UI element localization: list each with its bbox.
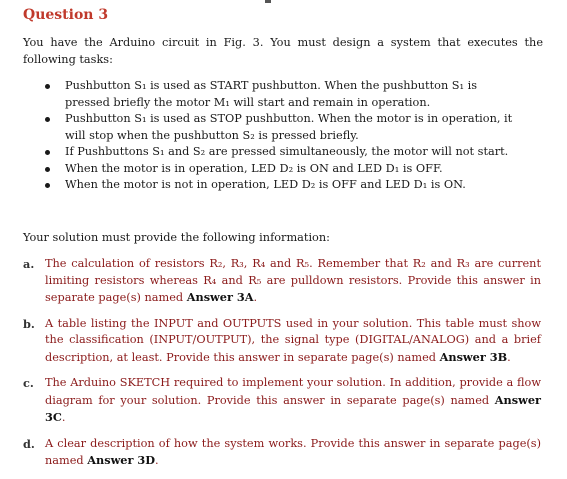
item-text: A table listing the INPUT and OUTPUTS used in your solution. This table must show the classification (INPUT/OUTPUT), the signal type (DIGITAL/ANALOG) and a brief description, at least. Provide this answer in separate page(s) named (45, 316, 541, 364)
answer-label: Answer 3D (87, 453, 156, 467)
item-text: The Arduino SKETCH required to implement your solution. In addition, provide a flow diagram for your solution. Provide this answer in separate page(s) named (45, 376, 541, 407)
answer-label: Answer 3C (45, 392, 541, 424)
item-letter: b. (23, 316, 35, 331)
item-letter: c. (23, 376, 34, 390)
task-item: If Pushbuttons S₁ and S₂ are pressed simultaneously, the motor will not start. (45, 144, 525, 161)
item-end: . (507, 350, 511, 364)
cropped-mark (265, 0, 271, 3)
task-item: Pushbutton S₁ is used as STOP pushbutton. When the motor is in operation, it will stop when the pushbutton S₂ is pressed briefly. (45, 111, 525, 144)
task-item: When the motor is not in operation, LED D₂ is OFF and LED D₁ is ON. (45, 177, 525, 194)
task-item: Pushbutton S₁ is used as START pushbutton. When the pushbutton S₁ is pressed briefly the motor M₁ will start and remain in operation. (45, 78, 525, 111)
answer-label: Answer 3B (439, 349, 508, 364)
item-text: A clear description of how the system works. Provide this answer in separate page(s) named (45, 436, 541, 467)
item-letter: a. (23, 257, 35, 271)
requirement-item-d (23, 436, 541, 470)
intro-paragraph: You have the Arduino circuit in Fig. 3. You must design a system that executes the following tasks: (23, 36, 543, 66)
question-title: Question 3 (23, 7, 109, 23)
item-end: . (61, 411, 66, 424)
task-item: When the motor is in operation, LED D₂ is ON and LED D₁ is OFF. (45, 161, 525, 178)
requirements-list (23, 256, 541, 479)
item-text: The calculation of resistors R₂, R₃, R₄ and R₅. Remember that R₂ and R₃ are current limiting resistors whereas R₄ and R₅ are pulldown resistors. Provide this answer in separate page(s) named (45, 257, 541, 304)
item-letter: d. (23, 436, 35, 451)
requirement-item-c (23, 375, 541, 427)
requirements-heading: Your solution must provide the following information: (23, 231, 330, 244)
answer-label: Answer 3A (186, 290, 254, 304)
requirement-item-b (23, 316, 541, 367)
task-list (45, 78, 525, 194)
requirement-item-a (23, 256, 541, 307)
item-end: . (253, 291, 258, 304)
item-end: . (155, 454, 159, 467)
